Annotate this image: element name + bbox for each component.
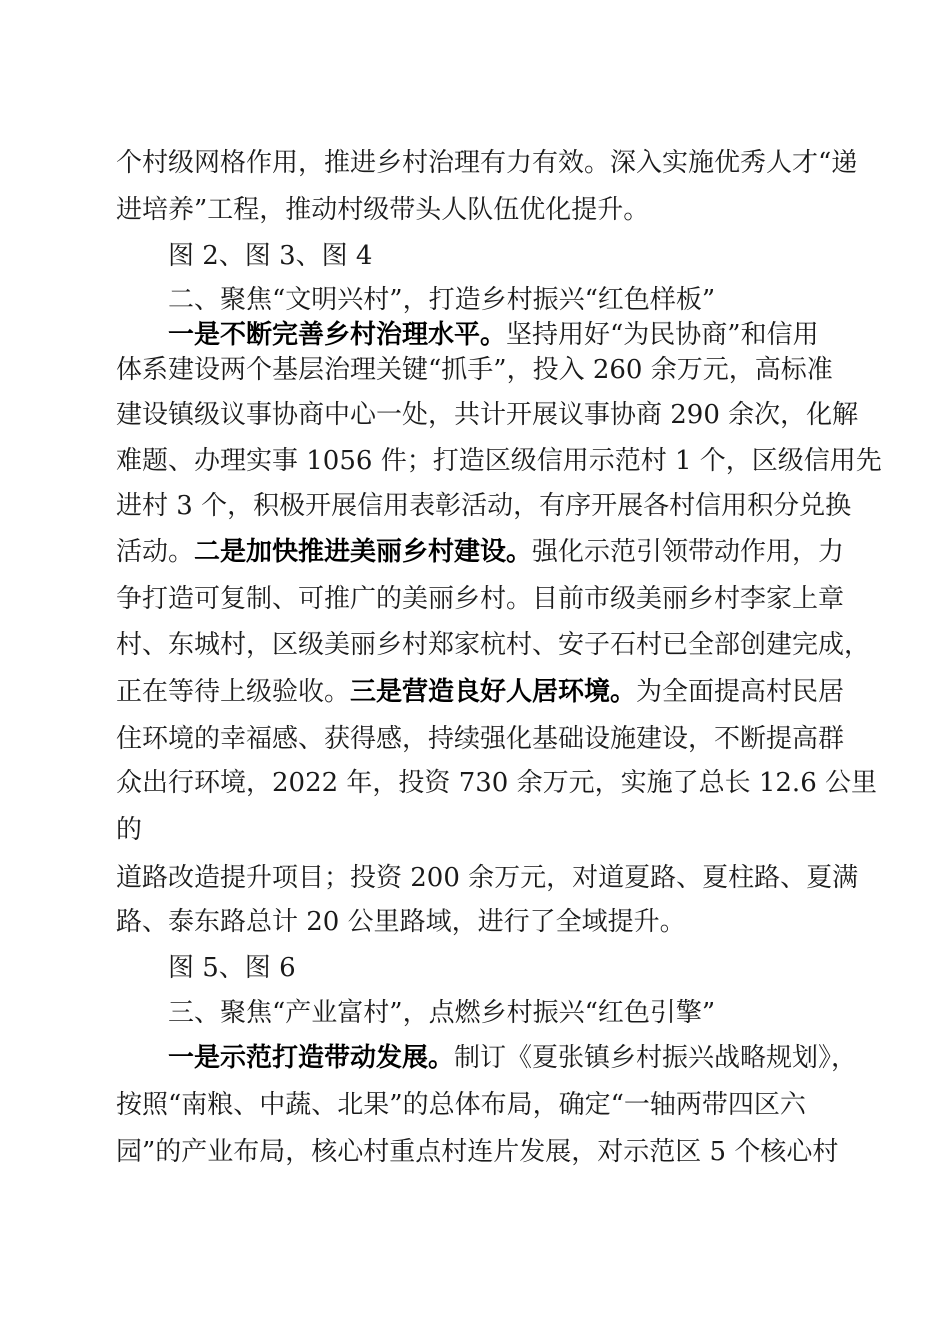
- text-segment: 强化示范引领带动作用，力: [532, 537, 845, 567]
- text-segment: 争打造可复制、可推广的美丽乡村。目前市级美丽乡村李家上章: [116, 584, 845, 614]
- text-segment: 为全面提高村民居: [636, 677, 845, 707]
- body-line: [116, 535, 844, 569]
- text-segment: 住环境的幸福感、获得感，持续强化基础设施建设，不断提高群: [116, 724, 845, 754]
- body-line: [168, 318, 819, 352]
- text-segment: 活动。: [116, 537, 195, 567]
- text-segment: 村、东城村，区级美丽乡村郑家杭村、安子石村已全部创建完成，: [116, 630, 871, 660]
- text-segment: 图 5、图 6: [168, 953, 296, 983]
- body-line: [116, 1088, 806, 1122]
- bold-subheading: 一是不断完善乡村治理水平。: [168, 320, 507, 350]
- figure-reference-line: [168, 951, 296, 985]
- body-line: [116, 489, 851, 523]
- text-segment: 坚持用好“为民协商”和信用: [506, 320, 819, 350]
- text-segment: 道路改造提升项目；投资 200 余万元，对道夏路、夏柱路、夏满: [116, 863, 859, 893]
- body-line: [116, 675, 844, 709]
- bold-subheading: 二是加快推进美丽乡村建设。: [194, 537, 533, 567]
- bold-subheading: 三是营造良好人居环境。: [350, 677, 637, 707]
- body-line: [116, 813, 142, 847]
- text-segment: 个村级网格作用，推进乡村治理有力有效。深入实施优秀人才“递: [116, 148, 858, 178]
- text-segment: 园”的产业布局，核心村重点村连片发展，对示范区 5 个核心村: [116, 1137, 839, 1167]
- figure-reference-line: [168, 239, 372, 273]
- body-line: [116, 1135, 838, 1169]
- text-segment: 二、聚焦“文明兴村”，打造乡村振兴“红色样板”: [168, 285, 716, 315]
- text-segment: 难题、办理实事 1056 件；打造区级信用示范村 1 个，区级信用先: [116, 446, 882, 476]
- text-segment: 制订《夏张镇乡村振兴战略规划》，: [454, 1043, 858, 1073]
- body-line: [168, 1041, 857, 1075]
- body-line: [116, 766, 877, 800]
- text-segment: 正在等待上级验收。: [116, 677, 351, 707]
- body-line: [116, 444, 882, 478]
- text-segment: 图 2、图 3、图 4: [168, 241, 373, 271]
- body-line: [116, 146, 857, 180]
- text-segment: 进培养”工程，推动村级带头人队伍优化提升。: [116, 195, 650, 225]
- text-segment: 建设镇级议事协商中心一处，共计开展议事协商 290 余次，化解: [116, 400, 859, 430]
- body-line: [116, 193, 649, 227]
- body-line: [116, 722, 844, 756]
- text-segment: 众出行环境，2022 年，投资 730 余万元，实施了总长 12.6 公里: [116, 768, 878, 798]
- text-segment: 路、泰东路总计 20 公里路域，进行了全域提升。: [116, 907, 686, 937]
- text-segment: 进村 3 个，积极开展信用表彰活动，有序开展各村信用积分兑换: [116, 491, 852, 521]
- text-segment: 三、聚焦“产业富村”，点燃乡村振兴“红色引擎”: [168, 998, 716, 1028]
- body-line: [116, 628, 870, 662]
- section-heading: [168, 283, 715, 317]
- text-segment: 按照“南粮、中蔬、北果”的总体布局，确定“一轴两带四区六: [116, 1090, 806, 1120]
- text-segment: 的: [116, 815, 143, 845]
- bold-subheading: 一是示范打造带动发展。: [168, 1043, 455, 1073]
- body-line: [116, 398, 858, 432]
- body-line: [116, 582, 844, 616]
- section-heading: [168, 996, 715, 1030]
- body-line: [116, 353, 833, 387]
- body-line: [116, 905, 686, 939]
- body-line: [116, 861, 858, 895]
- text-segment: 体系建设两个基层治理关键“抓手”，投入 260 余万元，高标准: [116, 355, 833, 385]
